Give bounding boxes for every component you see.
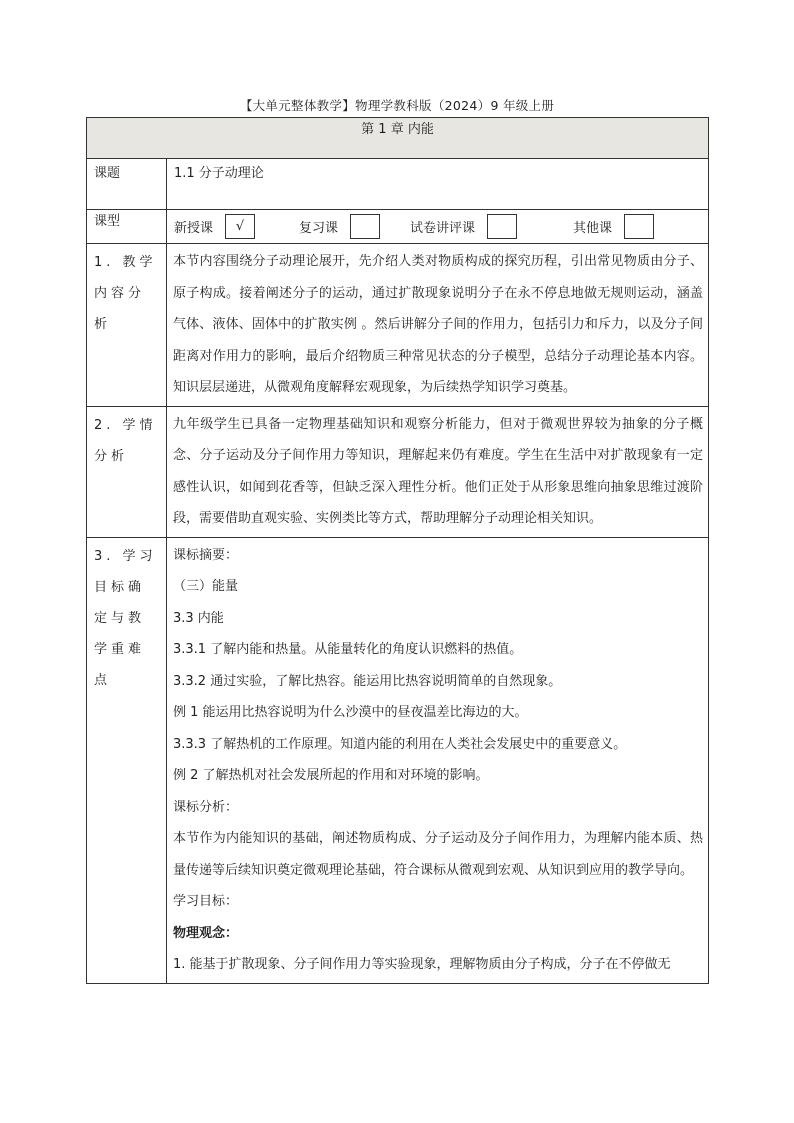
goals-label: 3. 学习目标确定与教学重难点	[87, 537, 167, 983]
lesson-label: 课题	[87, 159, 167, 210]
goals-line: 课标摘要：	[173, 547, 239, 563]
option-other-lesson	[573, 214, 654, 239]
lesson-value: 1.1 分子动理论	[167, 159, 709, 210]
goals-line: 例 2 了解热机对社会发展所起的作用和对环境的影响。	[173, 768, 489, 783]
content-analysis-label: 1. 教学内容分析	[87, 244, 167, 407]
goals-line: 课标分析：	[173, 799, 239, 815]
option-label: 其他课	[573, 221, 613, 236]
learner-analysis-row	[87, 406, 709, 537]
goals-line: 3.3 内能	[173, 610, 224, 626]
goals-line: 3.3.2 通过实验，了解比热容。能运用比热容说明简单的自然现象。	[173, 673, 562, 689]
checkbox-other-lesson[interactable]	[624, 214, 654, 239]
lesson-type-row	[87, 210, 709, 244]
learner-analysis-text: 九年级学生已具备一定物理基础知识和观察分析能力，但对于微观世界较为抽象的分子概念、分子运动及分子间作用力等知识，理解起来仍有难度。学生在生活中对扩散现象有一定感性认识，如闻到花香等，但缺乏深入理性分析。他们正处于从形象思维向抽象思维过渡阶段，需要借助直观实验、实例类比等方式，帮助理解分子动理论相关知识。	[167, 406, 709, 537]
document-header: 【大单元整体教学】物理学教科版（2024）9 年级上册	[239, 98, 555, 113]
option-label: 试卷讲评课	[410, 221, 476, 236]
lesson-type-label: 课型	[87, 210, 167, 244]
goals-row	[87, 537, 709, 983]
option-exam-review-lesson	[410, 214, 517, 239]
lesson-plan-table	[86, 117, 709, 984]
goals-line: （三）能量	[173, 579, 239, 594]
content-analysis-text: 本节内容围绕分子动理论展开，先介绍人类对物质构成的探究历程，引出常见物质由分子、原子构成。接着阐述分子的运动，通过扩散现象说明分子在永不停息地做无规则运动，涵盖气体、液体、固体中的扩散实例 。然后讲解分子间的作用力，包括引力和斥力，以及分子间距离对作用力的影响，最后介绍物质三种常见状态的分子模型，总结分子动理论基本内容。知识层层递进，从微观角度解释宏观现象，为后续热学知识学习奠基。	[167, 244, 709, 407]
checkbox-new-lesson[interactable]: √	[225, 214, 255, 239]
goals-line: 1. 能基于扩散现象、分子间作用力等实验现象，理解物质由分子构成，分子在不停做无	[173, 957, 671, 972]
goals-line: 学习目标：	[173, 894, 239, 909]
goals-line: 本节作为内能知识的基础，阐述物质构成、分子运动及分子间作用力，为理解内能本质、热量传递等后续知识奠定微观理论基础，符合课标从微观到宏观、从知识到应用的教学导向。	[173, 831, 704, 878]
goals-line: 3.3.1 了解内能和热量。从能量转化的角度认识燃料的热值。	[173, 642, 523, 657]
learner-analysis-label: 2. 学情分析	[87, 406, 167, 537]
chapter-row	[87, 118, 709, 159]
option-label: 新授课	[174, 221, 214, 236]
lesson-row	[87, 159, 709, 210]
goals-line: 物理观念：	[173, 925, 239, 941]
goals-content	[167, 537, 709, 983]
checkbox-exam-review-lesson[interactable]	[487, 214, 517, 239]
option-label: 复习课	[299, 221, 339, 236]
checkbox-review-lesson[interactable]	[350, 214, 380, 239]
goals-line: 3.3.3 了解热机的工作原理。知道内能的利用在人类社会发展史中的重要意义。	[173, 736, 627, 752]
option-new-lesson	[174, 214, 255, 239]
content-analysis-row	[87, 244, 709, 407]
lesson-type-options	[167, 210, 709, 244]
option-review-lesson	[299, 214, 380, 239]
chapter-title: 第 1 章 内能	[87, 118, 709, 159]
goals-line: 例 1 能运用比热容说明为什么沙漠中的昼夜温差比海边的大。	[173, 705, 528, 720]
